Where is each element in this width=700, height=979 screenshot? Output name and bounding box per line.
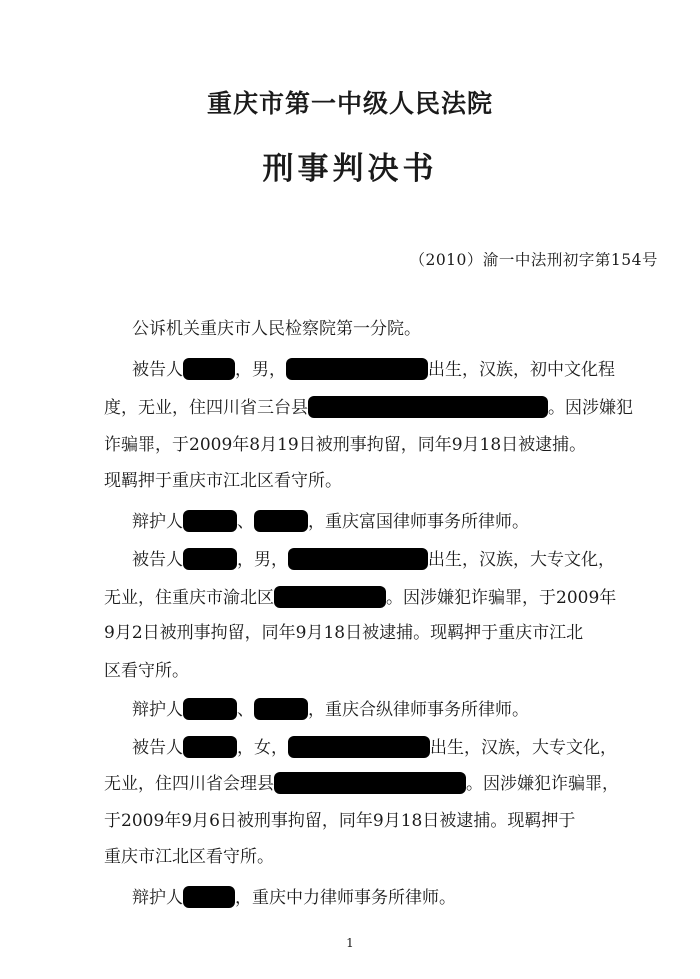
redaction-box xyxy=(308,396,548,418)
redaction-box xyxy=(183,886,235,908)
defendant-1-line-1: 被告人 ，男， 出生，汉族，初中文化程 xyxy=(132,360,615,380)
redaction-box xyxy=(274,586,386,608)
redaction-box xyxy=(254,698,308,720)
defendant-2-line-4: 区看守所。 xyxy=(104,661,189,681)
counsel-1-line: 辩护人 、 ，重庆富国律师事务所律师。 xyxy=(132,512,529,532)
prosecutor-line: 公诉机关重庆市人民检察院第一分院。 xyxy=(132,319,421,339)
redaction-box xyxy=(183,510,237,532)
redaction-box xyxy=(183,736,237,758)
court-name: 重庆市第一中级人民法院 xyxy=(206,89,493,118)
case-number: （2010）渝一中法刑初字第154号 xyxy=(409,251,658,269)
redaction-box xyxy=(254,510,308,532)
redaction-box xyxy=(274,772,466,794)
defendant-3-line-3: 于2009年9月6日被刑事拘留，同年9月18日被逮捕。现羁押于 xyxy=(104,811,576,831)
defendant-1-line-4: 现羁押于重庆市江北区看守所。 xyxy=(104,471,342,491)
defendant-3-line-2: 无业，住四川省会理县 。因涉嫌犯诈骗罪， xyxy=(104,774,619,794)
defendant-3-line-1: 被告人 ，女， 出生，汉族，大专文化， xyxy=(132,738,617,758)
redaction-box xyxy=(183,698,237,720)
redaction-box xyxy=(183,548,237,570)
counsel-2-line: 辩护人 、 ，重庆合纵律师事务所律师。 xyxy=(132,700,529,720)
defendant-2-line-1: 被告人 ，男， 出生，汉族，大专文化， xyxy=(132,550,615,570)
defendant-1-line-3: 诈骗罪，于2009年8月19日被刑事拘留，同年9月18日被逮捕。 xyxy=(104,435,587,455)
counsel-3-line: 辩护人 ，重庆中力律师事务所律师。 xyxy=(132,888,456,908)
defendant-2-line-2: 无业，住重庆市渝北区 。因涉嫌犯诈骗罪，于2009年 xyxy=(104,588,617,608)
defendant-2-line-3: 9月2日被刑事拘留，同年9月18日被逮捕。现羁押于重庆市江北 xyxy=(104,623,584,643)
defendant-1-line-2: 度，无业，住四川省三台县 。因涉嫌犯 xyxy=(104,398,633,418)
redaction-box xyxy=(286,358,428,380)
page-number: 1 xyxy=(346,936,354,950)
redaction-box xyxy=(183,358,235,380)
document-title: 刑事判决书 xyxy=(262,151,438,187)
redaction-box xyxy=(288,736,430,758)
redaction-box xyxy=(288,548,428,570)
defendant-3-line-4: 重庆市江北区看守所。 xyxy=(104,847,274,867)
